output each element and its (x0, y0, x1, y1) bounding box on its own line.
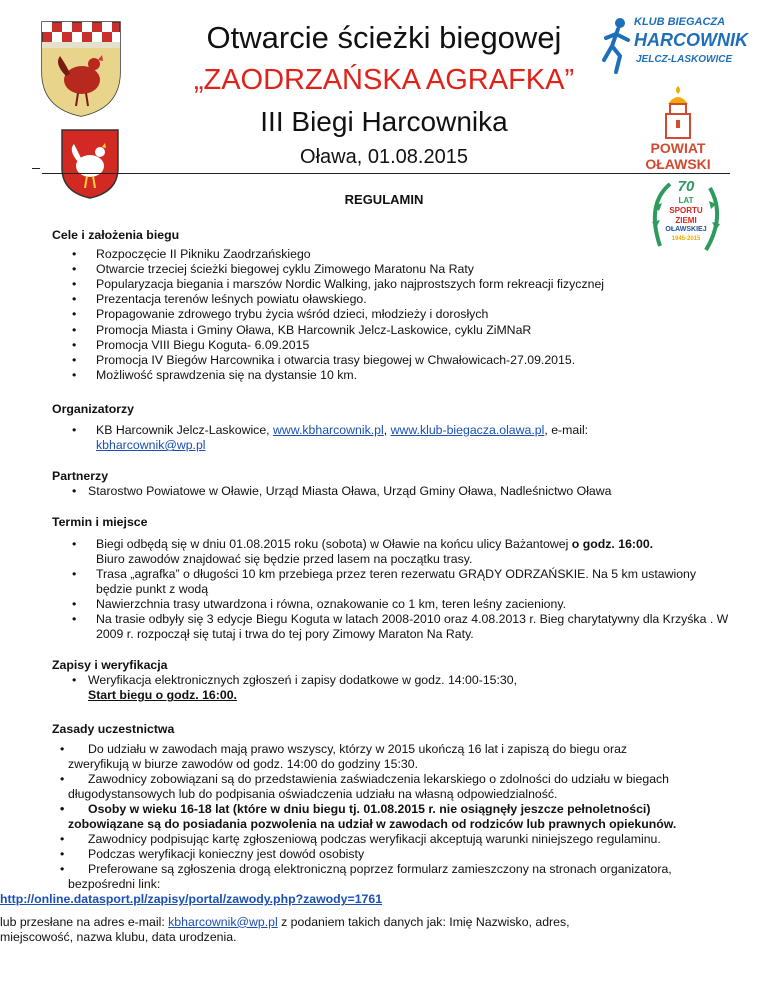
list-item: • Popularyzacja biegania i marszów Nordic Walking, jako najprostszych form rekreacji fizycznej (52, 277, 732, 292)
zasady-6a: Preferowane są zgłoszenia drogą elektroniczną poprzez formularz zamieszczony na stronach organizatora, (88, 862, 672, 877)
list-item: • Preferowane są zgłoszenia drogą elektroniczną poprzez formularz zamieszczony na stronach organizatora, (60, 862, 672, 877)
org-text: KB Harcownik Jelcz-Laskowice, (96, 423, 273, 438)
link-email-2[interactable]: kbharcownik@wp.pl (168, 914, 278, 929)
header-rule (42, 173, 730, 174)
zapisy-text: Weryfikacja elektronicznych zgłoszeń i zapisy dodatkowe w godz. 14:00-15:30, (88, 673, 518, 688)
list-item: • Możliwość sprawdzenia się na dystansie 10 km. (52, 368, 732, 383)
section-heading-cele: Cele i założenia biegu (52, 228, 180, 242)
club-line-3: JELCZ-LASKOWICE (636, 54, 733, 65)
list-item: • Na trasie odbyły się 3 edycje Biegu Koguta w latach 2008-2010 oraz 4.08.2013 r. Bieg charytatywny dla Krzyśka . W 2009 r. rozpoczął się tutaj i trwa do tej pory Zimowy Maraton Na Raty. (52, 612, 732, 642)
powiat-label: POWIAT OŁAWSKI (645, 140, 711, 172)
list-item-cont: bezpośredni link: (68, 877, 161, 892)
list-item: • Zawodnicy podpisując kartę zgłoszeniową podczas weryfikacji akceptują warunki niniejszego regulaminu. (60, 832, 661, 847)
zasady-4: Zawodnicy podpisując kartę zgłoszeniową podczas weryfikacji akceptują warunki niniejszego regulaminu. (88, 832, 661, 847)
list-item: • Promocja VIII Biegu Koguta- 6.09.2015 (52, 338, 732, 353)
link-klub-biegacza[interactable]: www.klub-biegacza.olawa.pl (390, 423, 545, 438)
list-item: • Nawierzchnia trasy utwardzona i równa, oznakowanie co 1 km, teren leśny zacieniony. (52, 597, 732, 612)
list-item: • Propagowanie zdrowego trybu życia wśród dzieci, młodzieży i dorosłych (52, 307, 732, 322)
anniv-line-4: OŁAWSKIEJ (665, 226, 707, 233)
section-heading-zapisy: Zapisy i weryfikacja (52, 658, 168, 673)
zasady-5: Podczas weryfikacji konieczny jest dowód osobisty (88, 847, 365, 862)
anniv-line-3: ZIEMI (675, 216, 697, 225)
zasady-1a: Do udziału w zawodach mają prawo wszyscy, którzy w 2015 ukończą 16 lat i zapiszą do biegu oraz (88, 741, 628, 756)
registration-link[interactable]: http://online.datasport.pl/zapisy/portal/zawody.php?zawody=1761 (0, 892, 383, 907)
list-item: • Zawodnicy zobowiązani są do przedstawienia zaświadczenia lekarskiego o zdolności do udziału w biegach (60, 771, 670, 786)
regulamin-body (0, 228, 732, 945)
org-email-label: , e-mail: (544, 423, 589, 438)
title-line-1: Otwarcie ścieżki biegowej (206, 20, 562, 55)
start-time: Start biegu o godz. 16:00. (88, 688, 237, 703)
tail-text-1: lub przesłane na adres e-mail: (0, 914, 169, 929)
section-heading-zasady: Zasady uczestnictwa (52, 722, 175, 737)
list-item: • Prezentacja terenów leśnych powiatu oławskiego. (52, 292, 732, 307)
left-dash (32, 168, 40, 169)
list-item-cont: zweryfikują w biurze zawodów od godz. 14:00 do godziny 15:30. (68, 756, 418, 771)
tail-text-3: miejscowość, nazwa klubu, data urodzenia. (0, 929, 237, 944)
anniv-years: 1945-2015 (671, 236, 701, 242)
date-line: Oława, 01.08.2015 (300, 146, 468, 168)
termin-office: Biuro zawodów znajdować się będzie przed lasem na początku trasy. (96, 551, 473, 566)
link-email[interactable]: kbharcownik@wp.pl (96, 438, 206, 453)
title-line-3: III Biegi Harcownika (260, 106, 508, 137)
section-heading-organizatorzy: Organizatorzy (52, 401, 134, 416)
termin-text-1: Biegi odbędą się w dniu 01.08.2015 roku (sobota) w Oławie na końcu ulicy Bażantowej (96, 536, 572, 551)
list-item-cont: zobowiązane są do posiadania pozwolenia na udział w zawodach od rodziców lub prawnych opiekunów. (68, 817, 677, 831)
tower-icon (656, 84, 700, 140)
club-line-2: HARCOWNIK (634, 30, 748, 50)
termin-list (52, 537, 732, 643)
registration-link-row (0, 892, 732, 907)
list-item: • Podczas weryfikacji konieczny jest dowód osobisty (60, 847, 365, 862)
list-item (52, 673, 732, 703)
org-list (52, 423, 732, 453)
club-harcownik-logo (600, 14, 748, 76)
list-item (52, 423, 732, 453)
zasady-2a: Zawodnicy zobowiązani są do przedstawienia zaświadczenia lekarskiego o zdolności do udziału w biegach (88, 771, 670, 786)
section-heading-partnerzy: Partnerzy (52, 469, 109, 484)
list-item: • Otwarcie trzeciej ścieżki biegowej cyklu Zimowego Maratonu Na Raty (52, 262, 732, 277)
org-sep: , (383, 423, 391, 438)
doc-title: REGULAMIN (344, 192, 424, 207)
list-item: • Rozpoczęcie II Pikniku Zaodrzańskiego (52, 247, 732, 262)
list-item: • Promocja IV Biegów Harcownika i otwarcia trasy biegowej w Chwałowicach-27.09.2015. (52, 353, 732, 368)
link-kbharcownik[interactable]: www.kbharcownik.pl (273, 423, 384, 438)
title-line-2: „ZAODRZAŃSKA AGRAFKA” (193, 64, 575, 96)
zapisy-list (52, 673, 732, 703)
runner-icon (600, 16, 634, 74)
list-item: • Osoby w wieku 16-18 lat (które w dniu biegu tj. 01.08.2015 r. nie osiągnęły jeszcze pełnoletności) (60, 801, 651, 816)
list-item: • Promocja Miasta i Gminy Oława, KB Harcownik Jelcz-Laskowice, cyklu ZiMNaR (52, 323, 732, 338)
club-line-1: KLUB BIEGACZA (634, 16, 726, 28)
section-heading-termin: Termin i miejsce (52, 515, 148, 530)
email-paragraph (0, 915, 732, 945)
anniv-line-2: SPORTU (669, 206, 703, 215)
anniv-number: 70 (677, 178, 695, 195)
zasady-3a: Osoby w wieku 16-18 lat (które w dniu biegu tj. 01.08.2015 r. nie osiągnęły jeszcze pełnoletności) (88, 801, 651, 816)
list-item: • Do udziału w zawodach mają prawo wszyscy, którzy w 2015 ukończą 16 lat i zapiszą do biegu oraz (60, 741, 628, 756)
tail-text-2: z podaniem takich danych jak: Imię Nazwisko, adres, (277, 914, 570, 929)
list-item (52, 537, 732, 567)
partnerzy-list (52, 484, 732, 499)
powiat-olawski-logo (618, 84, 738, 172)
anniv-line-1: LAT (678, 196, 694, 205)
cele-list (52, 247, 732, 383)
list-item: • Trasa „agrafka” o długości 10 km przebiega przez teren rezerwatu GRĄDY ODRZAŃSKIE. Na 5 km ustawiony będzie punkt z wodą (52, 567, 732, 597)
list-item: • Starostwo Powiatowe w Oławie, Urząd Miasta Oława, Urząd Gminy Oława, Nadleśnictwo Oława (52, 484, 732, 499)
termin-time: o godz. 16:00. (571, 536, 654, 551)
zasady-list (0, 741, 732, 945)
list-item-cont: długodystansowych lub do podpisania oświadczenia udziału na własną odpowiedzialność. (68, 786, 558, 801)
